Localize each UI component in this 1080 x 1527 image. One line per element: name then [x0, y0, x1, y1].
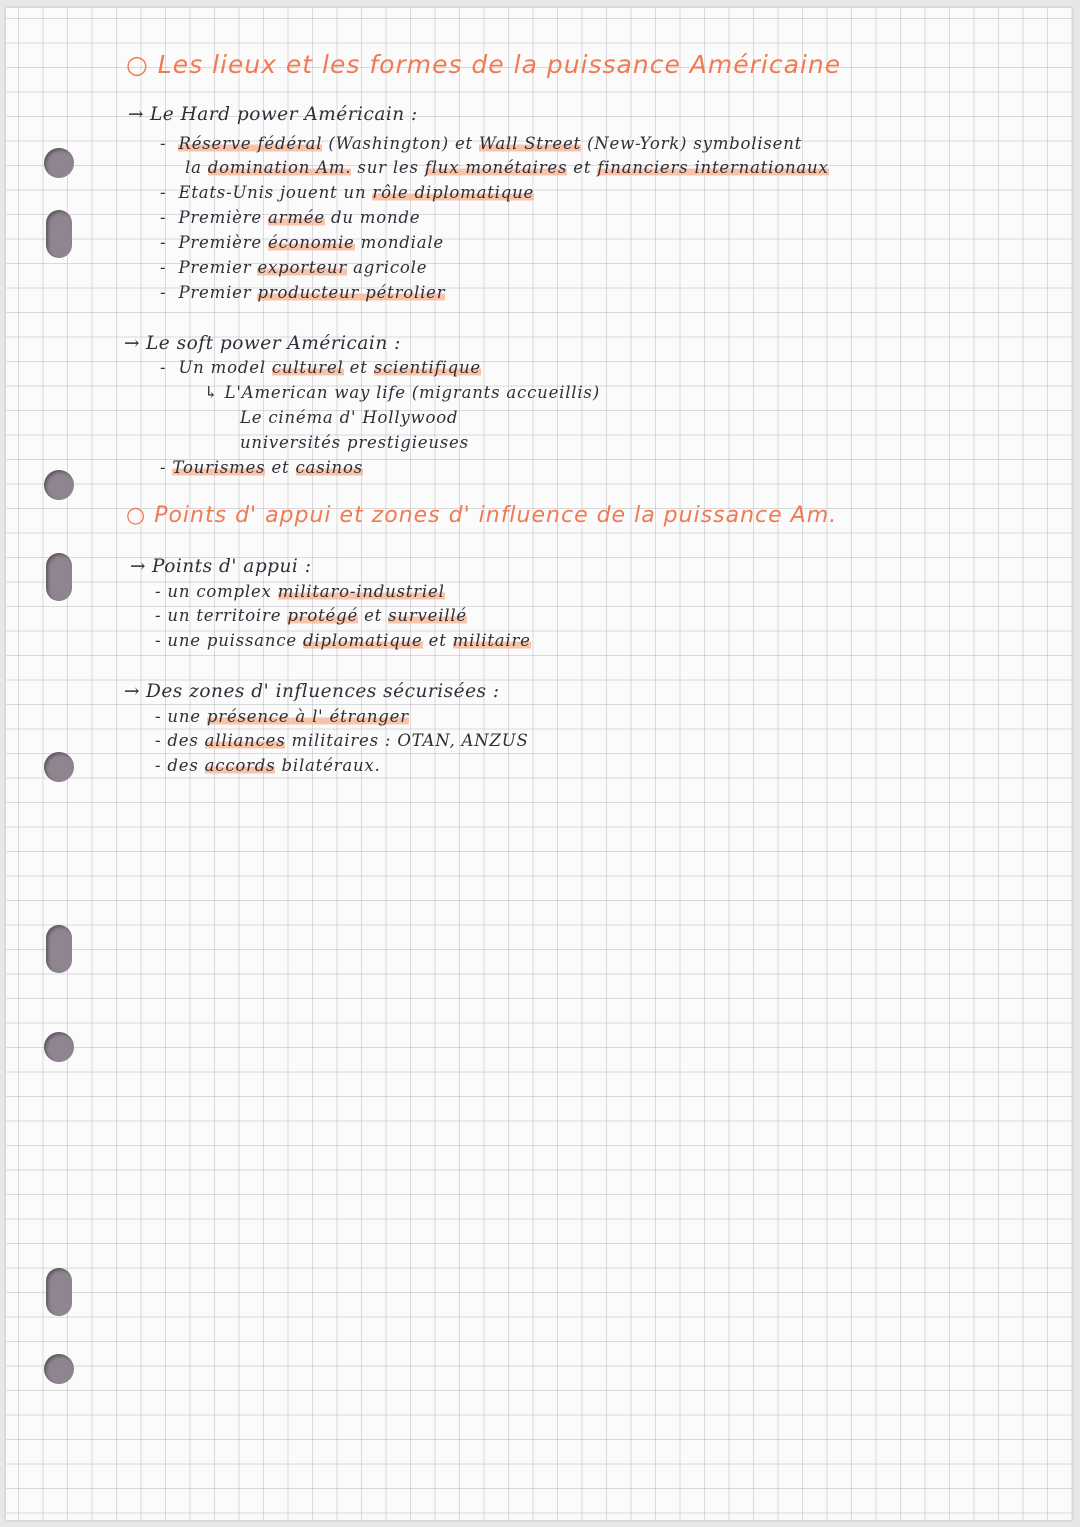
section-title-text: Points d' appui et zones d' influence de la puissance Am. — [154, 503, 838, 528]
binder-hole — [46, 925, 72, 973]
list-item: - un complex militaro-industriel — [155, 582, 445, 601]
binder-hole — [46, 210, 72, 258]
list-item: - une présence à l' étranger — [155, 707, 409, 726]
binder-hole — [46, 1268, 72, 1316]
binder-hole — [44, 148, 74, 178]
list-item: - Première armée du monde — [160, 208, 421, 227]
section-title: ○ Les lieux et les formes de la puissance Américaine — [126, 50, 842, 79]
sub-item: ↳ L'American way life (migrants accueillis) — [204, 383, 600, 402]
list-item: - un territoire protégé et surveillé — [155, 606, 467, 625]
sub-item: universités prestigieuses — [240, 433, 469, 452]
section-title-text: Les lieux et les formes de la puissance Américaine — [157, 50, 842, 79]
zones-heading: → Des zones d' influences sécurisées : — [124, 681, 500, 702]
list-item: - des accords bilatéraux. — [155, 756, 381, 775]
binder-hole — [46, 553, 72, 601]
list-item: - Premier exporteur agricole — [160, 258, 428, 277]
hard-power-heading: → Le Hard power Américain : — [128, 104, 418, 125]
soft-power-heading: → Le soft power Américain : — [124, 333, 401, 354]
list-item: - Un model culturel et scientifique — [160, 358, 481, 377]
list-item: - des alliances militaires : OTAN, ANZUS — [155, 731, 529, 750]
list-item: - Etats-Unis jouent un rôle diplomatique — [160, 183, 535, 202]
binder-hole — [44, 752, 74, 782]
sub-item: Le cinéma d' Hollywood — [240, 408, 459, 427]
list-item: - une puissance diplomatique et militaire — [155, 631, 531, 650]
binder-hole — [44, 470, 74, 500]
list-item: - Première économie mondiale — [160, 233, 444, 252]
list-item: - Tourismes et casinos — [160, 458, 363, 477]
binder-hole — [44, 1032, 74, 1062]
list-item: - Réserve fédéral (Washington) et Wall Street (New-York) symbolisent — [160, 134, 803, 153]
list-item-continued: la domination Am. sur les flux monétaires et financiers internationaux — [185, 158, 829, 177]
points-heading: → Points d' appui : — [130, 556, 312, 577]
section-title: ○ Points d' appui et zones d' influence de la puissance Am. — [126, 503, 838, 528]
binder-hole — [44, 1354, 74, 1384]
list-item: - Premier producteur pétrolier — [160, 283, 446, 302]
